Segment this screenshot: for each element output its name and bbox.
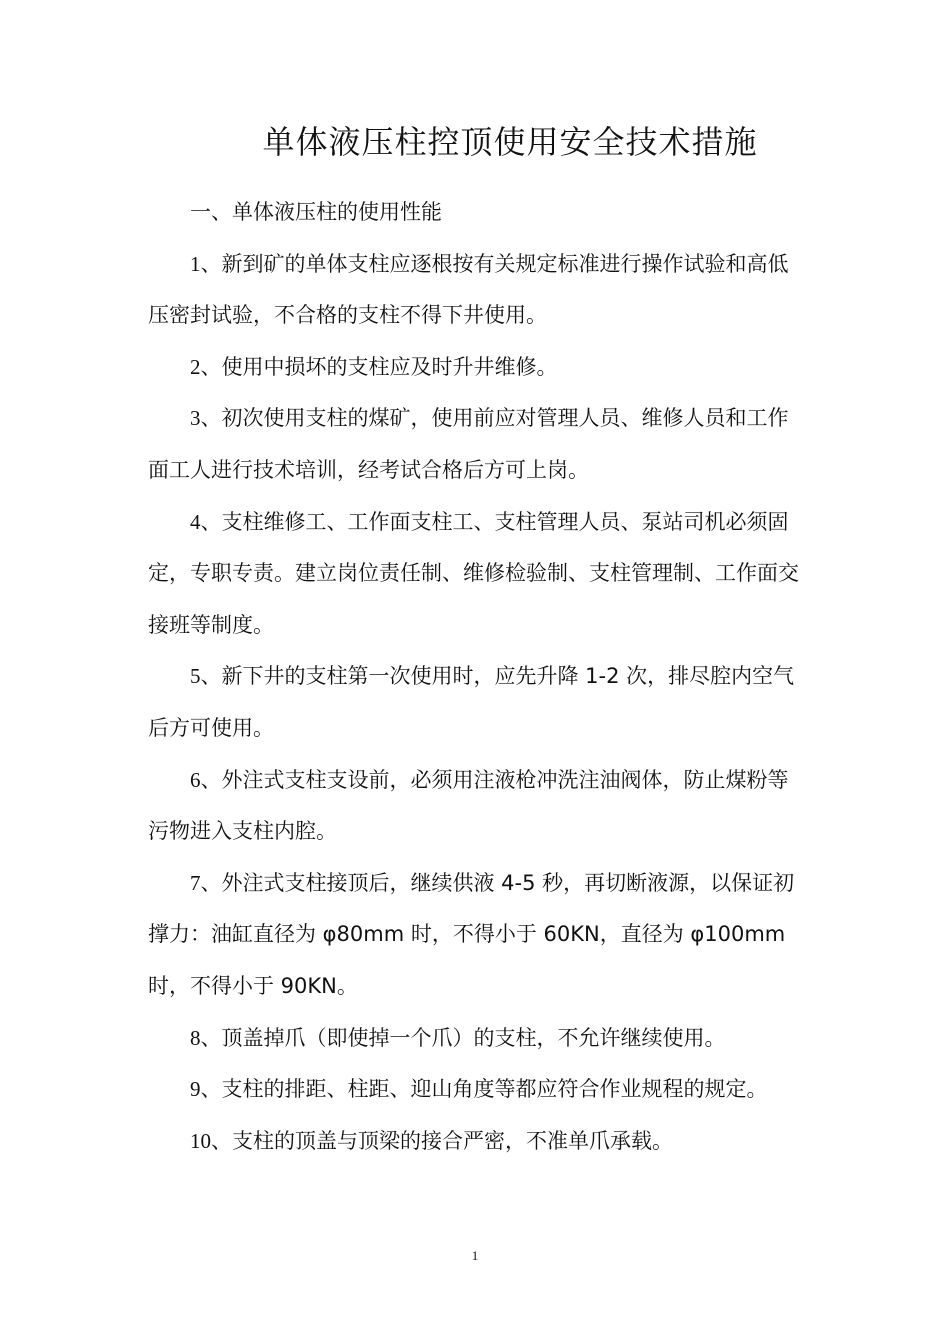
document-body [148, 187, 808, 1167]
section-heading: 一、单体液压柱的使用性能 [190, 200, 442, 224]
item-number: 8 [190, 1025, 201, 1050]
list-item [148, 497, 808, 652]
item-number: 6 [190, 767, 201, 792]
list-item [148, 239, 808, 342]
item-number: 10 [190, 1128, 211, 1153]
item-text: 、顶盖掉爪（即使掉一个爪）的支柱，不允许继续使用。 [200, 1025, 726, 1050]
list-item [148, 651, 808, 754]
item-text: 、新到矿的单体支柱应逐根按有关规定标准进行操作试验和高低压密封试验，不合格的支柱不得下井使用。 [148, 251, 789, 328]
item-number: 3 [190, 406, 201, 431]
document-title: 单体液压柱控顶使用安全技术措施 [262, 123, 758, 161]
item-text: 、外注式支柱接顶后，继续供液 4-5 秒，再切断液源，以保证初撑力：油缸直径为 φ80mm 时，不得小于 60KN，直径为 φ100mm 时，不得小于 90KN。 [148, 870, 795, 998]
list-item [148, 393, 808, 496]
item-number: 7 [190, 870, 201, 895]
list-item [148, 1116, 808, 1168]
page-number: 1 [471, 1248, 479, 1263]
item-number: 1 [190, 251, 201, 276]
item-number: 9 [190, 1077, 201, 1102]
list-item [148, 755, 808, 858]
list-item [148, 858, 808, 1013]
item-number: 4 [190, 509, 201, 534]
list-item [148, 1013, 808, 1065]
list-item [148, 342, 808, 394]
item-text: 、新下井的支柱第一次使用时，应先升降 1-2 次，排尽腔内空气后方可使用。 [148, 664, 795, 740]
item-text: 、外注式支柱支设前，必须用注液枪冲洗注油阀体，防止煤粉等污物进入支柱内腔。 [148, 767, 789, 844]
item-text: 、使用中损坏的支柱应及时升井维修。 [200, 354, 558, 379]
item-text: 、支柱的排距、柱距、迎山角度等都应符合作业规程的规定。 [200, 1077, 768, 1102]
item-text: 、初次使用支柱的煤矿，使用前应对管理人员、维修人员和工作面工人进行技术培训，经考试合格后方可上岗。 [148, 406, 789, 482]
item-number: 2 [190, 354, 201, 379]
item-text: 、支柱的顶盖与顶梁的接合严密，不准单爪承载。 [211, 1128, 673, 1153]
item-number: 5 [190, 664, 201, 689]
list-item [148, 1064, 808, 1116]
item-text: 、支柱维修工、工作面支柱工、支柱管理人员、泵站司机必须固定，专职专责。建立岗位责任制、维修检验制、支柱管理制、工作面交接班等制度。 [148, 509, 799, 637]
